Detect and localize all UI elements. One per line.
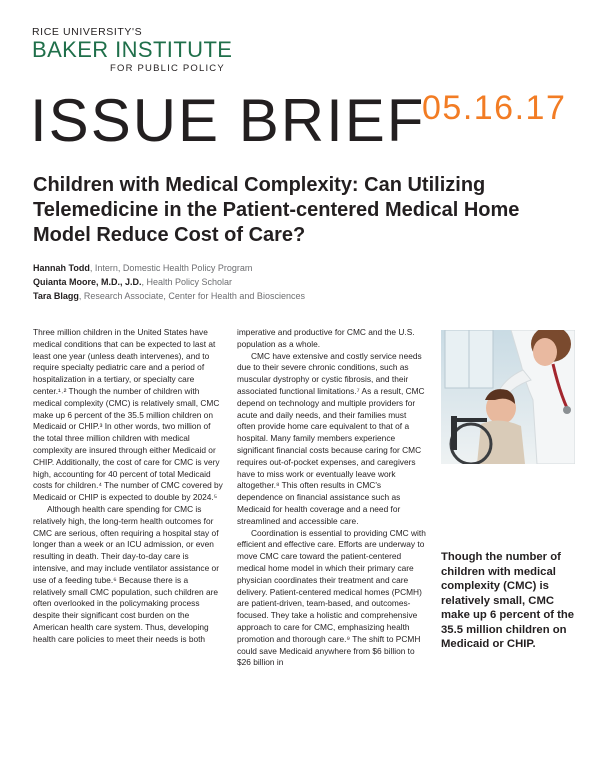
- brief-title: Children with Medical Complexity: Can Utilizing Telemedicine in the Patient-centered Medical Home Model Reduce Cost of Care?: [33, 174, 520, 246]
- body-paragraph: Although health care spending for CMC is relatively high, the long-term health outcomes for CMC are serious, often requiring a hospital stay of longer than a week or an ICU admission, or even resulting in death. Their day-to-day care is intensive, and may include ventilator assistance or use of a feeding tube.⁶ Because there is a relatively small CMC population, such children are often overlooked in the policymaking process despite their significant cost burden on the American health care system. Thus, developing health care policies to meet their needs is both: [33, 503, 219, 644]
- body-paragraph: Three million children in the United States have medical conditions that can be expected to last at least one year (unless death intervenes), and to require specialty pediatric care and a period of hospitalization in a tertiary, or specialty care center.¹˒² Though the number of children with medical complexity (CMC) is relatively small, CMC make up 6 percent of the 35.5 million children on Medicaid or CHIP.³ In other words, two million of the total three million children with medical complexity are insured through either Medicaid or CHIP. Additionally, the cost of care for CMC is very high, accounting for 40 percent of total Medicaid costs for children.⁴ The number of CMC covered by Medicaid or CHIP is expected to double by 2024.⁵: [33, 327, 223, 503]
- author-role: , Intern, Domestic Health Policy Program: [89, 263, 253, 273]
- photo-clinician-with-child: [441, 330, 575, 464]
- body-paragraph: Coordination is essential to providing CMC with efficient and effective care. Efforts are underway to move CMC care toward the patient-centered medical home model in which their primary care physician coordinates their treatment and care delivery. Patient-centered medical homes (PCMH) are patient-driven, team-based, and outcomes-focused. They take a holistic and comprehensive approach to care for CMC, emphasizing health promotion and thorough care.⁹ The shift to PCMH could save Medicaid anywhere from $6 billion to $26 billion in: [237, 527, 426, 668]
- body-paragraph: CMC have extensive and costly service needs due to their severe chronic conditions, such as muscular dystrophy or cystic fibrosis, and their associated functional limitations.⁷ As a result, CMC depend on technology and multiple providers for acute and daily needs, and their families must often provide home care equivalent to that of a hospital. Many family members experience significant financial costs because caring for CMC requires out-of-pocket expenses, and caregivers have to miss work or eventually leave work altogether.⁸ This often results in CMC's dependence on financial assistance such as Medicaid for health coverage and a need for streamlined and accessible care.: [237, 350, 425, 526]
- author-role: , Research Associate, Center for Health and Biosciences: [78, 291, 305, 301]
- body-column-1: [33, 327, 223, 646]
- author-name: Tara Blagg: [33, 291, 79, 301]
- body-column-2: [237, 327, 427, 669]
- author-name: Quianta Moore, M.D., J.D.: [33, 277, 142, 287]
- photo-illustration: [441, 330, 575, 464]
- body-paragraph: imperative and productive for CMC and the U.S. population as a whole.: [237, 327, 415, 349]
- author-name: Hannah Todd: [33, 263, 90, 273]
- author-line: [33, 263, 252, 273]
- publication-date: 05.16.17: [422, 89, 567, 127]
- institution-name-line3: FOR PUBLIC POLICY: [110, 63, 225, 74]
- author-role: , Health Policy Scholar: [141, 277, 233, 287]
- pull-quote: Though the number of children with medical complexity (CMC) is relatively small, CMC make up 6 percent of the 35.5 million children on Medicaid or CHIP.: [441, 551, 575, 650]
- author-line: [33, 291, 305, 301]
- document-type-heading: ISSUE BRIEF: [30, 87, 426, 154]
- institution-name-line1: RICE UNIVERSITY'S: [32, 26, 143, 38]
- institution-name-line2: BAKER INSTITUTE: [32, 37, 233, 62]
- author-line: [33, 277, 232, 287]
